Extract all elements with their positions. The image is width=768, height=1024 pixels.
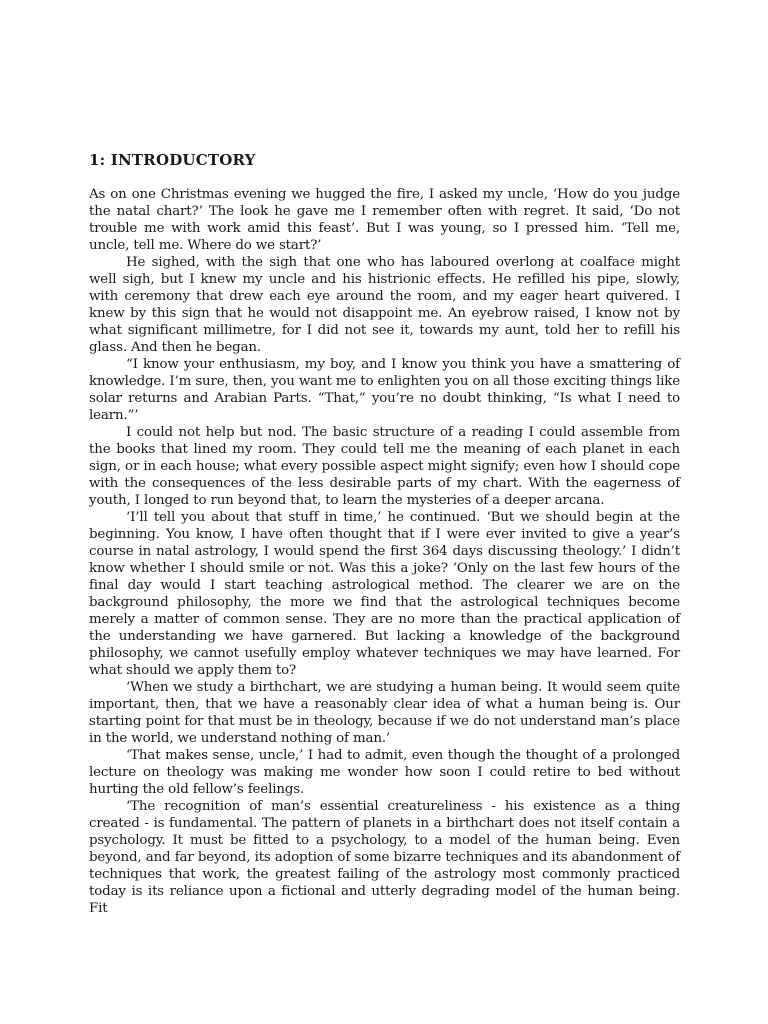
paragraph: “I know your enthusiasm, my boy, and I know you think you have a smattering of knowledge. I’m sure, then, you want me to enlighten you on all those exciting things like solar returns and Arabian Parts. “That,” you’re no doubt thinking, “Is what I need to learn.”’: [89, 357, 680, 423]
paragraph: ‘The recognition of man’s essential creatureliness - his existence as a thing created - is fundamental. The pattern of planets in a birthchart does not itself contain a psychology. It must be fitted to a psychology, to a model of the human being. Even beyond, and far beyond, its adoption of some bizarre techniques and its abandonment of techniques that work, the greatest failing of the astrology most commonly practiced today is its reliance upon a fictional and utterly degrading model of the human being. Fit: [89, 799, 680, 916]
paragraph: As on one Christmas evening we hugged the fire, I asked my uncle, ‘How do you judge the natal chart?’ The look he gave me I remember often with regret. It said, ‘Do not trouble me with work amid this feast’. But I was young, so I pressed him. ‘Tell me, uncle, tell me. Where do we start?’: [89, 187, 680, 253]
chapter-title: 1: INTRODUCTORY: [89, 151, 256, 169]
paragraph: He sighed, with the sigh that one who has laboured overlong at coalface might well sigh, but I knew my uncle and his histrionic effects. He refilled his pipe, slowly, with ceremony that drew each eye around the room, and my eager heart quivered. I knew by this sign that he would not disappoint me. An eyebrow raised, I know not by what significant millimetre, for I did not see it, towards my aunt, told her to refill his glass. And then he began.: [89, 255, 680, 355]
paragraph: ‘That makes sense, uncle,’ I had to admit, even though the thought of a prolonged lecture on theology was making me wonder how soon I could retire to bed without hurting the old fellow’s feelings.: [89, 748, 680, 797]
paragraph: ‘I’ll tell you about that stuff in time,’ he continued. ‘But we should begin at the beginning. You know, I have often thought that if I were ever invited to give a year’s course in natal astrology, I would spend the first 364 days discussing theology.’ I didn’t know whether I should smile or not. Was this a joke? ‘Only on the last few hours of the final day would I start teaching astrological method. The clearer we are on the background philosophy, the more we find that the astrological techniques become merely a matter of common sense. They are no more than the practical application of the understanding we have garnered. But lacking a knowledge of the background philosophy, we cannot usefully employ whatever techniques we may have learned. For what should we apply them to?: [89, 510, 680, 678]
body-text: [89, 186, 680, 917]
document-page: [89, 150, 680, 917]
paragraph: ‘When we study a birthchart, we are studying a human being. It would seem quite important, then, that we have a reasonably clear idea of what a human being is. Our starting point for that must be in theology, because if we do not understand man’s place in the world, we understand nothing of man.’: [89, 680, 680, 746]
paragraph: I could not help but nod. The basic structure of a reading I could assemble from the books that lined my room. They could tell me the meaning of each planet in each sign, or in each house; what every possible aspect might signify; even how I should cope with the consequences of the less desirable parts of my chart. With the eagerness of youth, I longed to run beyond that, to learn the mysteries of a deeper arcana.: [89, 425, 680, 508]
